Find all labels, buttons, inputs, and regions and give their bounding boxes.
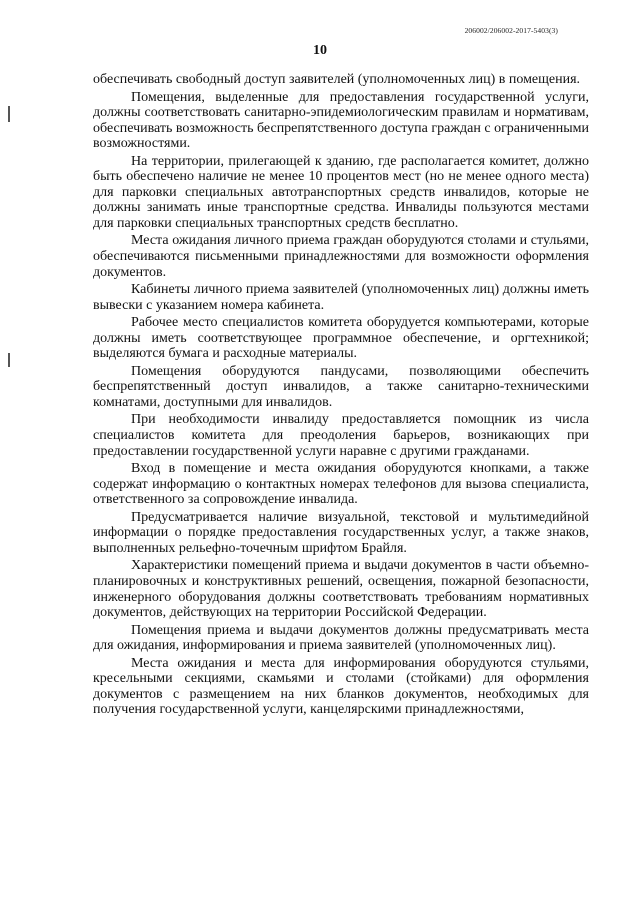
paragraph: Рабочее место специалистов комитета оборудуется компьютерами, которые должны иметь соответствующее программное обеспечение, и оргтехникой; выделяются бумага и расходные материалы.: [93, 315, 589, 362]
paragraph: Помещения, выделенные для предоставления государственной услуги, должны соответствовать санитарно-эпидемиологическим правилам и нормативам, обеспечивать возможность беспрепятственного доступа граждан с ограниченными возможностями.: [93, 89, 590, 152]
paragraph: обеспечивать свободный доступ заявителей (уполномоченных лиц) в помещения.: [93, 72, 581, 87]
paragraph: Вход в помещение и места ожидания оборудуются кнопками, а также содержат информацию о контактных номерах телефонов для вызова специалиста, ответственного за сопровождение инвалида.: [93, 461, 589, 508]
paragraph: Предусматривается наличие визуальной, текстовой и мультимедийной информации о порядке предоставления государственных услуг, а также знаков, выполненных рельефно-точечным шрифтом Брайля.: [93, 509, 589, 556]
page-number: 10: [313, 43, 327, 58]
document-body: [93, 72, 589, 720]
paragraph: Помещения приема и выдачи документов должны предусматривать места для ожидания, информирования и приема заявителей (уполномоченных лиц).: [93, 622, 589, 654]
scan-margin-mark: [8, 353, 10, 367]
paragraph: При необходимости инвалиду предоставляется помощник из числа специалистов комитета для преодоления барьеров, возникающих при предоставлении государственной услуги наравне с другими гражданами.: [93, 412, 589, 459]
paragraph: Места ожидания и места для информирования оборудуются стульями, кресельными секциями, скамьями и столами (стойками) для оформления документов с размещением на них бланков документов, необходимых для получения государственной услуги, канцелярскими принадлежностями,: [93, 655, 589, 718]
paragraph: Места ожидания личного приема граждан оборудуются столами и стульями, обеспечиваются письменными принадлежностями для возможности оформления документов.: [93, 233, 589, 280]
paragraph: На территории, прилегающей к зданию, где располагается комитет, должно быть обеспечено наличие не менее 10 процентов мест (но не менее одного места) для парковки специальных автотранспортных средств инвалидов, которые не должны занимать иные транспортные средства. Инвалиды пользуются местами для парковки специальных транспортных средств бесплатно.: [93, 153, 589, 231]
document-registration-code: 206002/206002-2017-5403(3): [464, 26, 558, 35]
scan-margin-mark: [8, 106, 10, 122]
paragraph: Помещения оборудуются пандусами, позволяющими обеспечить беспрепятственный доступ инвалидов, а также санитарно-техническими комнатами, доступными для инвалидов.: [93, 363, 589, 410]
paragraph: Кабинеты личного приема заявителей (уполномоченных лиц) должны иметь вывески с указанием номера кабинета.: [93, 282, 589, 313]
paragraph: Характеристики помещений приема и выдачи документов в части объемно-планировочных и конструктивных решений, освещения, пожарной безопасности, инженерного оборудования должны соответствовать требованиям нормативных документов, действующих на территории Российской Федерации.: [93, 558, 589, 621]
